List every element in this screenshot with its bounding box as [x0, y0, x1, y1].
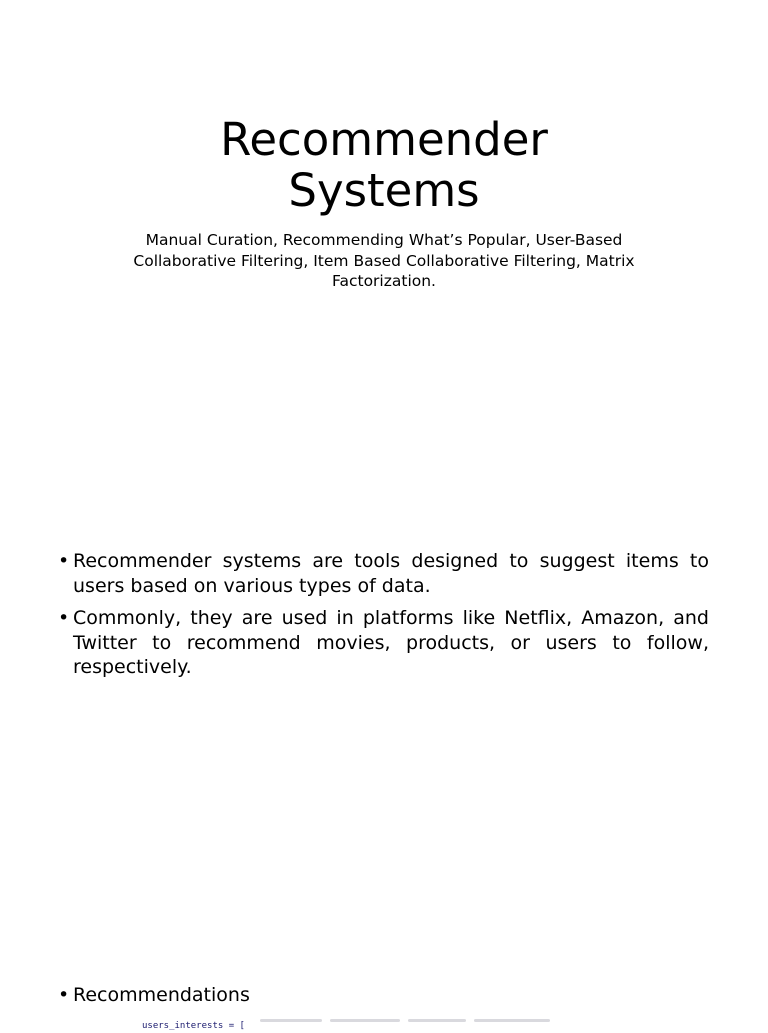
bullet-list-recommendations — [58, 983, 709, 1016]
bullet-text: Commonly, they are used in platforms like Netflix, Amazon, and Twitter to recommend movies, products, or users to follow, respectively. — [73, 607, 709, 678]
bullet-text: Recommender systems are tools designed to suggest items to users based on various types of data. — [73, 550, 709, 597]
bullet-item — [58, 983, 709, 1008]
subtitle-line-2: Collaborative Filtering, Item Based Collaborative Filtering, Matrix — [133, 251, 635, 270]
bullet-item — [58, 606, 709, 680]
code-blurred-token — [330, 1019, 400, 1022]
bullet-marker: • — [58, 550, 70, 572]
slide-title — [84, 114, 684, 216]
slide-title-line-2: Systems — [288, 164, 480, 217]
bullet-marker: • — [58, 607, 70, 629]
code-blurred-token — [260, 1019, 322, 1022]
slide-title-line-1: Recommender — [220, 113, 548, 166]
subtitle-line-3: Factorization. — [331, 272, 436, 290]
code-snippet — [142, 1015, 582, 1031]
bullet-text: Recommendations — [73, 984, 250, 1006]
code-blurred-token — [474, 1019, 550, 1022]
bullet-item — [58, 549, 709, 598]
code-line: users_interests = [ — [142, 1021, 245, 1031]
code-blurred-token — [408, 1019, 466, 1022]
bullet-marker: • — [58, 984, 70, 1006]
slide-subtitle — [124, 230, 644, 292]
subtitle-line-1: Manual Curation, Recommending What’s Popular, User-Based — [145, 231, 623, 249]
bullet-list — [58, 549, 709, 688]
